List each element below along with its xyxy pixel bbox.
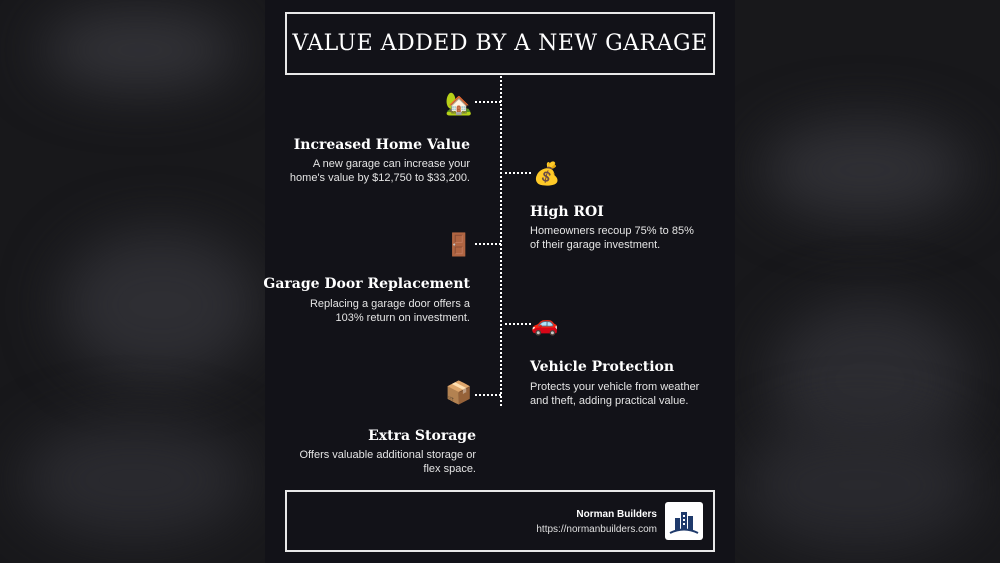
item-description [530,380,699,408]
background-blur-shape [60,230,260,380]
item-description [299,448,476,476]
item-heading: Increased Home Value [293,137,470,153]
title-box [285,12,715,75]
background-blur-shape [740,420,980,550]
item-heading: High ROI [530,204,604,220]
company-logo [665,502,703,540]
item-description [310,297,470,325]
box-icon: 📦 [445,380,473,405]
timeline-connector [475,243,501,245]
timeline-connector [475,101,501,103]
background-blur-shape [20,420,250,540]
brand-url-link[interactable]: https://normanbuilders.com [536,524,657,535]
background-blur-shape [40,10,240,90]
item-description-line: and theft, adding practical value. [530,395,689,407]
item-description-line: Protects your vehicle from weather [530,381,700,393]
item-description-line: Offers valuable additional storage or [299,449,476,461]
timeline-connector [475,394,501,396]
item-description-line: 103% return on investment. [335,312,470,324]
brand-name: Norman Builders [576,509,657,520]
item-heading: Garage Door Replacement [263,276,470,292]
infographic-panel [265,0,735,563]
item-description [290,157,470,185]
building-logo-icon [665,502,703,540]
car-icon: 🚗 [531,311,559,336]
item-heading: Vehicle Protection [530,359,675,375]
item-description-line: home's value by $12,750 to $33,200. [289,172,470,184]
item-description-line: flex space. [423,463,476,475]
footer-box [285,490,715,552]
timeline-connector [505,172,531,174]
timeline-dotted-line [500,76,502,406]
item-heading: Extra Storage [368,428,476,444]
item-description-line: of their garage investment. [530,239,661,251]
item-description-line: Homeowners recoup 75% to 85% [530,225,694,237]
money-bag-icon: 💰 [533,161,561,186]
timeline-connector [505,323,531,325]
item-description-line: A new garage can increase your [312,158,470,170]
page-title: VALUE ADDED BY A NEW GARAGE [292,31,708,56]
item-description-line: Replacing a garage door offers a [309,298,470,310]
door-icon: 🚪 [445,232,473,257]
background-blur-shape [760,120,970,220]
house-icon: 🏡 [445,91,473,116]
item-description [530,224,694,252]
